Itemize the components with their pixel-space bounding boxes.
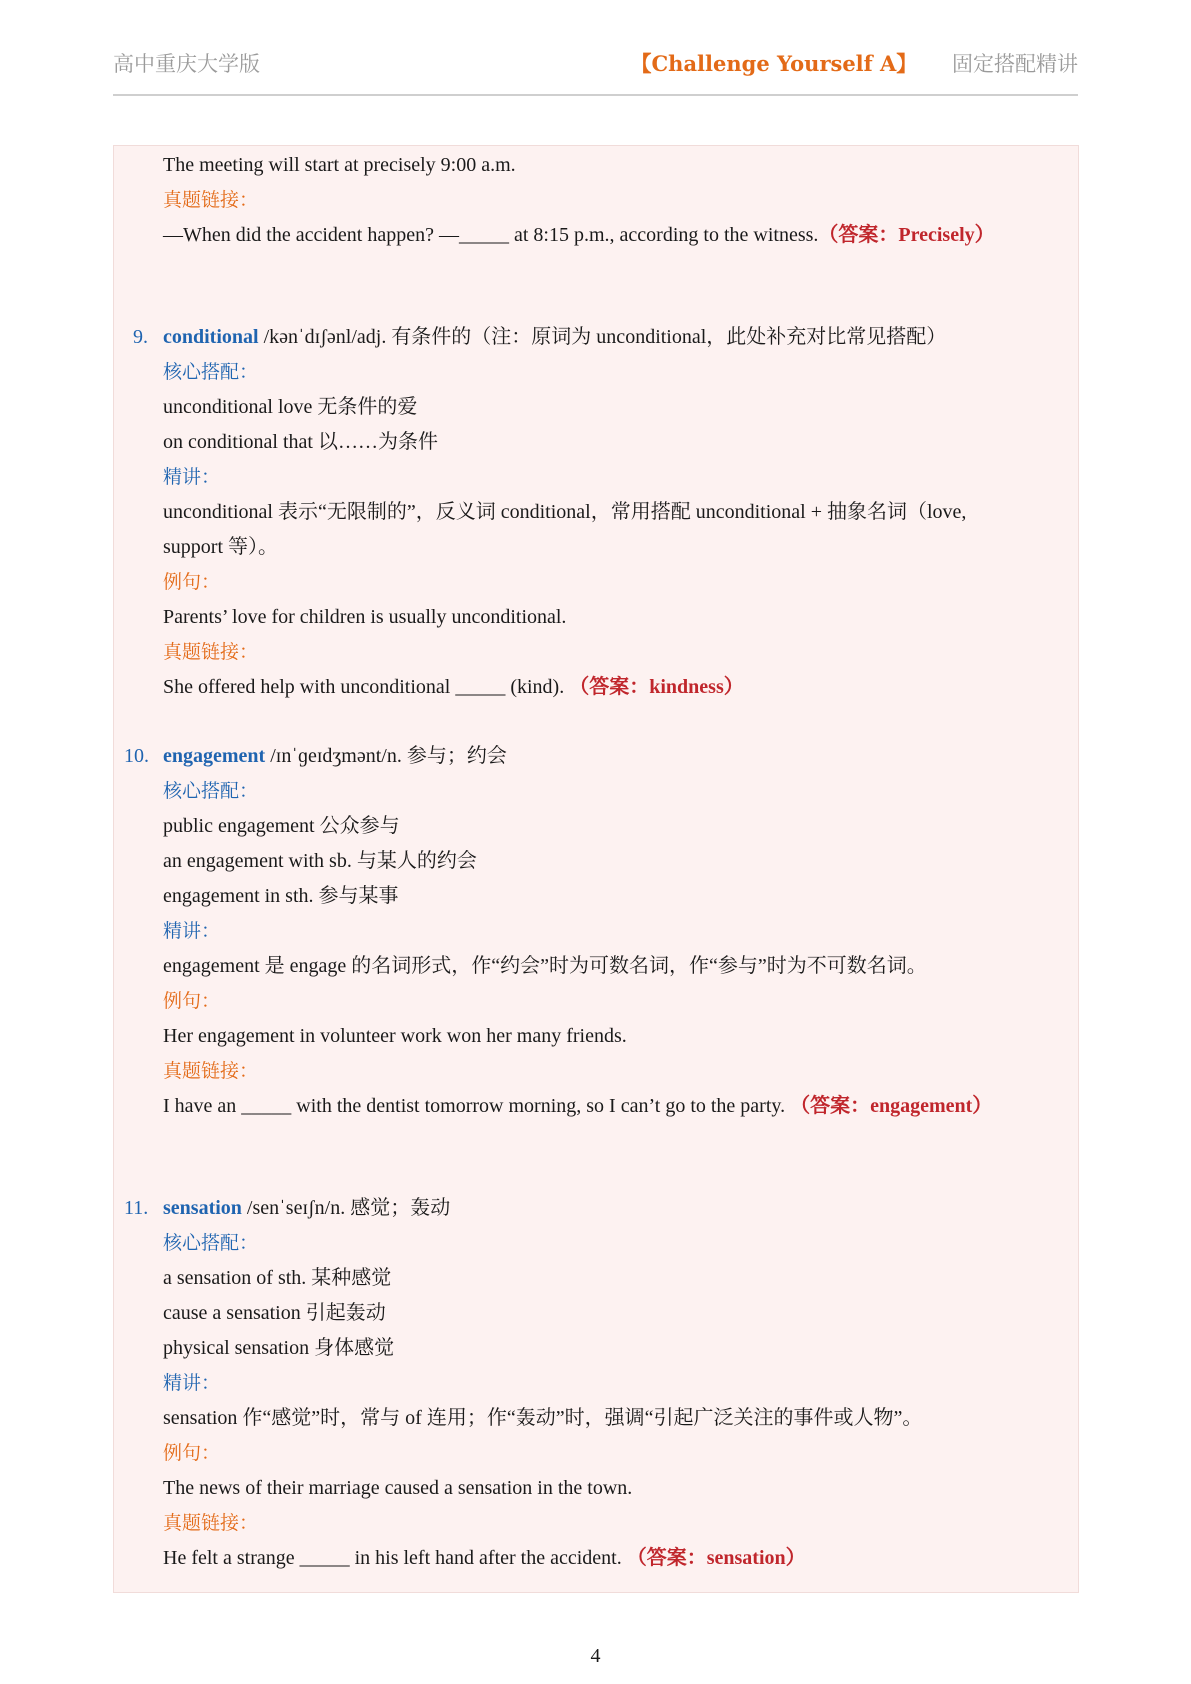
example-sentence: The meeting will start at precisely 9:00 a.m. (163, 154, 516, 176)
example-label: 例句： (163, 1442, 221, 1464)
header-book-title: 高中重庆大学版 (113, 52, 260, 76)
entry-number: 9. (133, 326, 148, 348)
real-label: 真题链接： (163, 1512, 259, 1534)
header-badge: 【Challenge Yourself A】 (630, 51, 918, 76)
collocation-item: an engagement with sb. 与某人的约会 (163, 850, 477, 872)
real-question: I have an _____ with the dentist tomorrow morning, so I can’t go to the party. （答案：engagement） (163, 1095, 993, 1117)
example-label: 例句： (163, 571, 221, 593)
collocation-item: cause a sensation 引起轰动 (163, 1302, 386, 1324)
entry-headword: conditional /kənˈdɪʃənl/adj. 有条件的（注：原词为 unconditional，此处补充对比常见搭配） (163, 326, 947, 348)
real-label: 真题链接： (163, 641, 259, 663)
answer: （答案：Precisely） (818, 224, 995, 246)
entry-headword: sensation /senˈseɪʃn/n. 感觉；轰动 (163, 1197, 451, 1219)
collocation-item: physical sensation 身体感觉 (163, 1337, 395, 1359)
collocation-item: public engagement 公众参与 (163, 815, 400, 837)
entry-number: 10. (124, 745, 149, 767)
page-header (113, 44, 1078, 96)
real-label: 真题链接： (163, 1060, 259, 1082)
header-subtitle: 固定搭配精讲 (952, 52, 1078, 76)
real-question: He felt a strange _____ in his left hand after the accident. （答案：sensation） (163, 1547, 806, 1569)
header-right (630, 48, 1078, 78)
collocation-item: a sensation of sth. 某种感觉 (163, 1267, 392, 1289)
real-question: She offered help with unconditional _____ (kind). （答案：kindness） (163, 676, 744, 698)
explain-text: engagement 是 engage 的名词形式，作“约会”时为可数名词，作“参与”时为不可数名词。 (163, 955, 927, 977)
entry-headword: engagement /ɪnˈɡeɪdʒmənt/n. 参与；约会 (163, 745, 507, 767)
explain-label: 精讲： (163, 1372, 221, 1394)
real-label: 真题链接： (163, 189, 259, 211)
explain-text: sensation 作“感觉”时，常与 of 连用；作“轰动”时，强调“引起广泛关注的事件或人物”。 (163, 1407, 923, 1429)
entry-number: 11. (124, 1197, 149, 1219)
example-label: 例句： (163, 990, 221, 1012)
collocation-label: 核心搭配： (163, 1232, 259, 1254)
answer: （答案：engagement） (790, 1095, 993, 1117)
example-sentence: Her engagement in volunteer work won her many friends. (163, 1025, 627, 1047)
real-question: —When did the accident happen? —_____ at 8:15 p.m., according to the witness.（答案：Precisely） (163, 224, 995, 246)
collocation-item: unconditional love 无条件的爱 (163, 396, 418, 418)
explain-label: 精讲： (163, 466, 221, 488)
collocation-label: 核心搭配： (163, 361, 259, 383)
example-sentence: Parents’ love for children is usually unconditional. (163, 606, 567, 628)
answer: （答案：kindness） (569, 676, 744, 698)
explain-text: support 等）。 (163, 536, 278, 558)
collocation-label: 核心搭配： (163, 780, 259, 802)
page-number: 4 (590, 1645, 601, 1667)
collocation-item: engagement in sth. 参与某事 (163, 885, 399, 907)
explain-label: 精讲： (163, 920, 221, 942)
explain-text: unconditional 表示“无限制的”，反义词 conditional，常用搭配 unconditional + 抽象名词（love, (163, 501, 967, 523)
answer: （答案：sensation） (626, 1547, 806, 1569)
collocation-item: on conditional that 以……为条件 (163, 431, 438, 453)
example-sentence: The news of their marriage caused a sensation in the town. (163, 1477, 633, 1499)
